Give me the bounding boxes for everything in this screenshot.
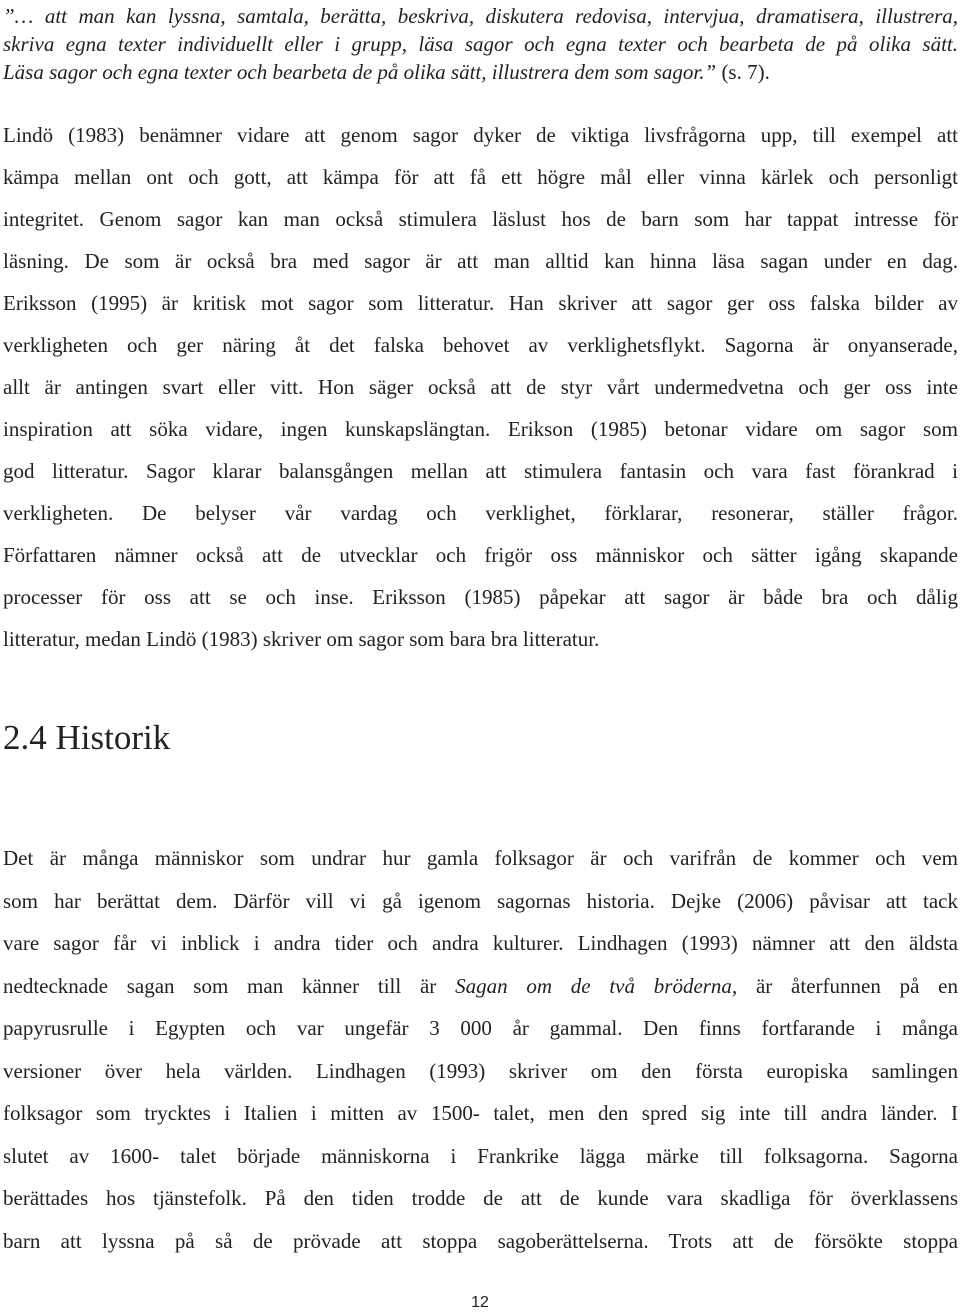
page-number: 12 bbox=[471, 1294, 489, 1311]
paragraph-line: barn att lyssna på så de prövade att stoppa sagoberättelserna. Trots att de försökte stoppa bbox=[3, 1229, 958, 1253]
paragraph-line: god litteratur. Sagor klarar balansgången mellan att stimulera fantasin och vara fast förankrad i bbox=[3, 459, 958, 483]
quote-line bbox=[3, 59, 958, 85]
paragraph-line: vare sagor får vi inblick i andra tider och andra kulturer. Lindhagen (1993) nämner att den äldsta bbox=[3, 931, 958, 955]
line-text: , är återfunnen på en bbox=[731, 974, 958, 998]
paragraph-line: Författaren nämner också att de utvecklar och frigör oss människor och sätter igång skapande bbox=[3, 543, 958, 567]
section-heading: 2.4 Historik bbox=[3, 718, 171, 757]
paragraph-line: läsning. De som är också bra med sagor är att man alltid kan hinna läsa sagan under en dag. bbox=[3, 249, 958, 273]
paragraph-line: inspiration att söka vidare, ingen kunskapslängtan. Erikson (1985) betonar vidare om sagor som bbox=[3, 417, 958, 441]
quote-line: ”… att man kan lyssna, samtala, berätta, beskriva, diskutera redovisa, intervjua, dramatisera, illustrera, bbox=[3, 4, 958, 28]
quote-line: skriva egna texter individuellt eller i grupp, läsa sagor och egna texter och bearbeta de på olika sätt. bbox=[3, 32, 958, 56]
paragraph-line: verkligheten. De belyser vår vardag och verklighet, förklarar, resonerar, ställer frågor. bbox=[3, 501, 958, 525]
line-text: nedtecknade sagan som man känner till är bbox=[3, 974, 456, 998]
paragraph-line: litteratur, medan Lindö (1983) skriver om sagor som bara bra litteratur. bbox=[3, 627, 600, 651]
paragraph-line: berättades hos tjänstefolk. På den tiden trodde de att de kunde vara skadliga för överklassens bbox=[3, 1186, 958, 1210]
paragraph-line bbox=[3, 973, 958, 999]
paragraph-line: kämpa mellan ont och gott, att kämpa för att få ett högre mål eller vinna kärlek och personligt bbox=[3, 165, 958, 189]
paragraph-line: versioner över hela världen. Lindhagen (1993) skriver om den första europiska samlingen bbox=[3, 1059, 958, 1083]
paragraph-line: Eriksson (1995) är kritisk mot sagor som litteratur. Han skriver att sagor ger oss falska bilder av bbox=[3, 291, 958, 315]
paragraph-line: integritet. Genom sagor kan man också stimulera läslust hos de barn som har tappat intresse för bbox=[3, 207, 958, 231]
book-title: Sagan om de två bröderna bbox=[455, 974, 732, 998]
paragraph-line: slutet av 1600- talet började människorna i Frankrike lägga märke till folksagorna. Sagorna bbox=[3, 1144, 958, 1168]
paragraph-line: folksagor som trycktes i Italien i mitten av 1500- talet, men den spred sig inte till andra länder. I bbox=[3, 1101, 958, 1125]
paragraph-line: Det är många människor som undrar hur gamla folksagor är och varifrån de kommer och vem bbox=[3, 846, 958, 870]
paragraph-line: papyrusrulle i Egypten och var ungefär 3 000 år gammal. Den finns fortfarande i många bbox=[3, 1016, 958, 1040]
paragraph-line: Lindö (1983) benämner vidare att genom sagor dyker de viktiga livsfrågorna upp, till exempel att bbox=[3, 123, 958, 147]
paragraph-line: allt är antingen svart eller vitt. Hon säger också att de styr vårt undermedvetna och ger oss inte bbox=[3, 375, 958, 399]
paragraph-line: som har berättat dem. Därför vill vi gå igenom sagornas historia. Dejke (2006) påvisar att tack bbox=[3, 889, 958, 913]
quote-citation: (s. 7). bbox=[716, 60, 770, 84]
paragraph-line: verkligheten och ger näring åt det falska behovet av verklighetsflykt. Sagorna är onyanserade, bbox=[3, 333, 958, 357]
quote-text: Läsa sagor och egna texter och bearbeta de på olika sätt, illustrera dem som sagor.” bbox=[3, 60, 717, 84]
paragraph-line: processer för oss att se och inse. Eriksson (1985) påpekar att sagor är både bra och dålig bbox=[3, 585, 958, 609]
